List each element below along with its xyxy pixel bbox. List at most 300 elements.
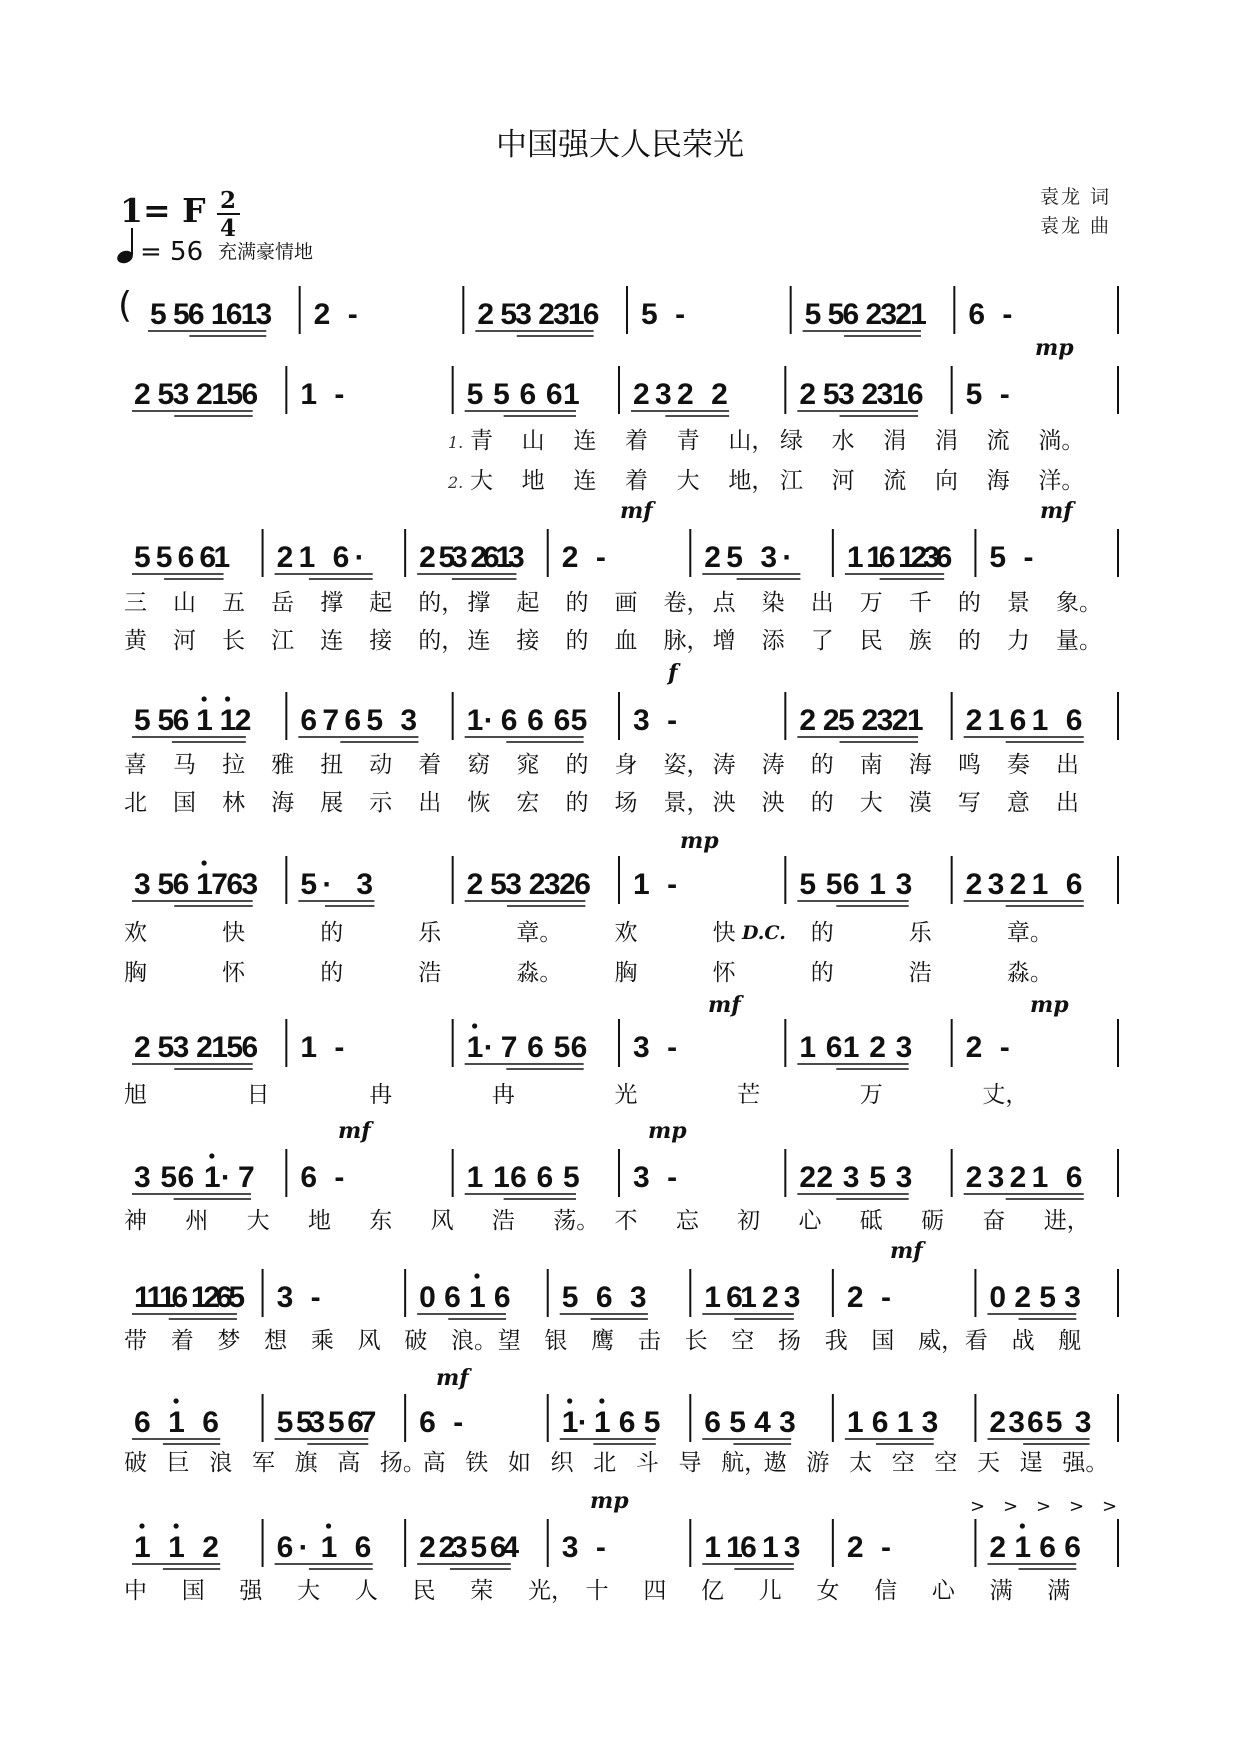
lyric-char: 漠 — [908, 790, 932, 816]
measure — [132, 1523, 220, 1569]
lyric-char: 万 — [859, 1082, 883, 1108]
note: - — [667, 1161, 678, 1194]
lyric-char: 看 — [964, 1328, 988, 1354]
measure — [847, 1531, 891, 1564]
note: 1 — [211, 1031, 228, 1064]
lyric-char: 展 — [320, 790, 344, 816]
note: 3 — [876, 704, 894, 737]
lyric-char: 亿 — [701, 1578, 725, 1604]
lyric-char: 黄 — [124, 628, 147, 654]
measure — [797, 378, 923, 416]
note: 6 — [177, 1161, 195, 1194]
note: 2 — [203, 1281, 221, 1314]
note: 2 — [276, 541, 294, 574]
lyric-char: 水 — [831, 428, 855, 454]
lyric-char: 着 — [625, 468, 648, 494]
lyric-char: 场 — [614, 790, 638, 816]
lyric-char: 芒 — [737, 1082, 761, 1108]
note: 6 — [1065, 1161, 1083, 1194]
measure — [132, 1153, 255, 1199]
lyric-char: 空 — [731, 1328, 755, 1354]
lyric-char: 着 — [170, 1328, 194, 1354]
note: 1 — [495, 541, 513, 574]
note: 2 — [869, 1031, 886, 1064]
note: 2 — [466, 868, 484, 901]
note: 3 — [1074, 1406, 1092, 1439]
note: 2 — [761, 1281, 779, 1314]
note: · — [354, 541, 365, 574]
note: 3 — [1008, 1406, 1025, 1439]
note: - — [453, 1406, 464, 1439]
note: 2 — [861, 378, 879, 411]
dynamic-mark: mf — [338, 1118, 371, 1144]
note: 2 — [799, 704, 817, 737]
lyric-char: 北 — [593, 1450, 617, 1476]
lyric-char: 人 — [354, 1578, 378, 1604]
lyric-char: 着 — [625, 428, 648, 454]
note: - — [310, 1281, 321, 1314]
lyric-char: 千 — [908, 590, 932, 616]
note: 1 — [799, 1031, 817, 1064]
note: 3 — [633, 704, 650, 737]
note: 2 — [1009, 1161, 1027, 1194]
lyric-char: 涛 — [761, 752, 785, 778]
note: 6 — [300, 1161, 318, 1194]
note: 5 — [500, 298, 518, 331]
lyric-char: 砥 — [859, 1208, 883, 1234]
measure — [475, 298, 599, 336]
lyric-char: 意 — [1006, 790, 1030, 816]
measure — [797, 868, 912, 906]
note: 3 — [172, 1031, 190, 1064]
lyric-char: 血 — [614, 628, 638, 654]
measure — [300, 378, 344, 411]
note: 5 — [157, 1031, 175, 1064]
note: 5 — [570, 704, 588, 737]
lyric-char: 连 — [573, 428, 597, 454]
note: 6 — [276, 1531, 294, 1564]
lyric-char: 大 — [246, 1208, 270, 1234]
dynamic-mark: mf — [436, 1365, 469, 1391]
note: 3 — [633, 1031, 650, 1064]
lyric-char: 卷， — [663, 590, 710, 616]
note: 6 — [444, 1281, 461, 1314]
octave-dot — [1020, 1523, 1025, 1528]
lyric-char: 冉 — [369, 1082, 393, 1108]
note: 5 — [226, 1031, 244, 1064]
measure — [132, 1398, 220, 1444]
note: 6 — [510, 1161, 527, 1194]
note: 1 — [300, 378, 318, 411]
lyric-char: 扬。 — [379, 1450, 426, 1476]
note: - — [667, 868, 678, 901]
score-system — [124, 992, 1118, 1108]
note: 6 — [171, 1281, 189, 1314]
lyric-char: 击 — [637, 1328, 661, 1354]
measure — [465, 1161, 580, 1199]
lyric-char: 织 — [550, 1450, 574, 1476]
note: 2 — [799, 1161, 817, 1194]
note: 2 — [861, 704, 879, 737]
note: 6 — [842, 298, 860, 331]
lyric-char: 如 — [507, 1450, 531, 1476]
note: 2 — [865, 298, 883, 331]
measure — [560, 1398, 661, 1444]
lyric-char: 绿 — [780, 428, 803, 454]
note: 6 — [177, 541, 195, 574]
note: · — [298, 1531, 309, 1564]
note: 2 — [711, 378, 728, 411]
note: 1 — [466, 1031, 484, 1064]
lyric-char: 岳 — [271, 590, 295, 616]
note: 6 — [968, 298, 986, 331]
note: 1 — [842, 1031, 860, 1064]
note: 6 — [595, 1281, 613, 1314]
note: 5 — [134, 704, 151, 737]
note: 2 — [910, 541, 928, 574]
note: 2 — [234, 704, 252, 737]
note: 5 — [641, 298, 658, 331]
lyric-char: 着 — [418, 752, 442, 778]
note: 2 — [891, 704, 909, 737]
note: 1 — [898, 541, 915, 574]
measure — [562, 1531, 606, 1564]
note: 5 — [490, 868, 507, 901]
accent-mark: > — [1102, 1496, 1118, 1517]
lyric-char: 逞 — [1019, 1450, 1043, 1476]
note: 5 — [825, 868, 843, 901]
measure — [987, 1406, 1091, 1444]
note: 2 — [816, 1161, 834, 1194]
note: 5 — [729, 1406, 746, 1439]
note: 7 — [359, 1406, 377, 1439]
note: 5 — [366, 704, 384, 737]
measure — [417, 1273, 510, 1319]
measure — [845, 1406, 938, 1444]
measure — [132, 1281, 245, 1319]
note: 6 — [500, 704, 518, 737]
score-system — [124, 498, 1118, 654]
lyric-char: 撑 — [467, 590, 491, 616]
note: - — [334, 1161, 345, 1194]
accent-mark: > — [1003, 1496, 1019, 1517]
note: 3 — [505, 868, 522, 901]
note: 6 — [726, 1281, 743, 1314]
tempo-bpm: = 56 — [140, 237, 204, 267]
lyric-char: 北 — [124, 790, 147, 816]
lyric-char: 四 — [643, 1578, 667, 1604]
lyric-char: 河 — [831, 468, 855, 494]
lyric-char: 连 — [320, 628, 344, 654]
lyric-char: 的， — [418, 590, 465, 616]
lyric-char: 出 — [810, 590, 834, 616]
note: 1 — [704, 1281, 721, 1314]
lyric-char: 的 — [320, 960, 344, 986]
lyric-char: 了 — [810, 628, 834, 654]
note: 3 — [308, 1406, 326, 1439]
note: 7 — [322, 704, 340, 737]
note: 2 — [965, 1031, 983, 1064]
note: 5 — [989, 541, 1007, 574]
note: 5 — [804, 298, 822, 331]
lyric-char: 忘 — [675, 1208, 699, 1234]
lyric-char: 河 — [173, 628, 197, 654]
lyric-char: 心 — [798, 1208, 822, 1234]
note: - — [675, 298, 686, 331]
measure — [148, 298, 272, 336]
lyric-char: 姿， — [663, 752, 710, 778]
lyric-char: 鸣 — [957, 752, 981, 778]
note: 3 — [876, 378, 894, 411]
note: - — [667, 704, 678, 737]
note: 6 — [419, 1406, 436, 1439]
lyric-char: 山 — [521, 428, 545, 454]
note: 1 — [891, 378, 909, 411]
note: - — [347, 298, 358, 331]
lyric-char: 景， — [663, 790, 710, 816]
note: 5 — [837, 704, 855, 737]
octave-dot — [599, 1398, 604, 1403]
lyric-char: 连 — [467, 628, 491, 654]
verse-number: 2. — [448, 473, 464, 492]
measure — [275, 1406, 377, 1444]
note: 6 — [354, 1531, 372, 1564]
lyric-char: 斗 — [635, 1450, 659, 1476]
note: 2 — [196, 1031, 213, 1064]
measure — [300, 1031, 344, 1064]
measure — [132, 860, 258, 906]
note: 6 — [536, 1161, 554, 1194]
note: 3 — [561, 1531, 579, 1564]
lyric-char: 起 — [516, 590, 540, 616]
note: 6 — [172, 704, 190, 737]
dynamic-mark: mp — [648, 1118, 687, 1144]
lyric-char: 恢 — [467, 790, 491, 816]
note: 5 — [295, 1406, 313, 1439]
note: 6 — [241, 378, 259, 411]
note: 3 — [837, 378, 855, 411]
lyric-char: 涓 — [935, 428, 958, 454]
note: 6 — [704, 1406, 721, 1439]
note: 7 — [500, 1031, 518, 1064]
note: - — [334, 1031, 345, 1064]
note: 6 — [527, 1031, 544, 1064]
note: 3 — [921, 1406, 939, 1439]
note: 1 — [211, 378, 228, 411]
lyric-char: 怀 — [712, 960, 736, 986]
lyric-char: 扭 — [320, 752, 344, 778]
measure — [275, 1523, 373, 1569]
measure — [298, 704, 418, 742]
note: 3 — [880, 298, 898, 331]
lyric-char: 浩 — [908, 960, 932, 986]
lyric-char: 示 — [369, 790, 393, 816]
note: 2 — [561, 541, 579, 574]
measure — [277, 1281, 321, 1314]
lyric-char: 青 — [470, 428, 493, 454]
measure — [702, 541, 800, 579]
measure — [797, 1031, 912, 1069]
measure — [845, 541, 952, 579]
lyric-char: 快 — [222, 920, 246, 946]
measure — [633, 868, 677, 901]
lyric-char: 游 — [806, 1450, 830, 1476]
note: 1 — [846, 1406, 864, 1439]
note: 1 — [740, 1281, 757, 1314]
note: 3 — [779, 1406, 796, 1439]
lyric-char: 章。 — [516, 920, 563, 946]
note: 5 — [553, 1031, 571, 1064]
note: - — [667, 1031, 678, 1064]
lyric-char: 不 — [614, 1208, 638, 1234]
time-signature-denominator: 4 — [220, 215, 237, 242]
lyric-char: 神 — [124, 1208, 147, 1234]
note: 1 — [910, 298, 927, 331]
lyric-char: 景 — [1006, 590, 1030, 616]
measure — [702, 1281, 800, 1319]
note: 6 — [215, 1281, 233, 1314]
lyric-char: 流 — [986, 428, 1010, 454]
note: 6 — [618, 1406, 636, 1439]
lyric-char: 荡。 — [553, 1208, 600, 1234]
dynamic-mark: mf — [890, 1238, 923, 1264]
note: 6 — [740, 1531, 757, 1564]
note: 6 — [842, 868, 860, 901]
verse-number: 1. — [448, 433, 464, 452]
lyric-char: 丈， — [982, 1082, 1029, 1108]
octave-dot — [567, 1398, 572, 1403]
lyric-char: 鹰 — [591, 1328, 615, 1354]
note: · — [220, 1161, 231, 1194]
note: 5 — [470, 1531, 488, 1564]
lyric-char: 强。 — [1062, 1450, 1109, 1476]
lyric-char: 江 — [780, 468, 803, 494]
note: 1 — [320, 1531, 338, 1564]
note: - — [1023, 541, 1034, 574]
note: · — [782, 541, 793, 574]
note: 1 — [866, 541, 883, 574]
measure — [132, 378, 258, 416]
lyric-char: 初 — [737, 1208, 761, 1234]
lyric-char: 的 — [810, 790, 834, 816]
measure — [702, 1531, 800, 1569]
note: 6 — [493, 1281, 511, 1314]
measure — [968, 298, 1012, 331]
lyric-char: 威， — [918, 1328, 965, 1354]
note: 2 — [528, 868, 546, 901]
lyric-char: 想 — [264, 1328, 288, 1354]
note: 5 — [493, 378, 510, 411]
score-system — [124, 1238, 1118, 1354]
note: 3 — [543, 868, 561, 901]
note: 6 — [187, 298, 205, 331]
note: 1 — [213, 541, 231, 574]
lyric-char: 出 — [418, 790, 442, 816]
measure — [797, 704, 923, 742]
note: 1 — [493, 1161, 510, 1194]
note: 2 — [704, 541, 721, 574]
note: 5 — [327, 1406, 345, 1439]
note: 6 — [582, 298, 600, 331]
lyric-char: 空 — [934, 1450, 958, 1476]
note: 1 — [219, 704, 237, 737]
note: 1 — [298, 541, 316, 574]
lyric-char: 舰 — [1058, 1328, 1082, 1354]
lyric-char: 海 — [986, 468, 1010, 494]
lyric-char: 向 — [935, 468, 958, 494]
lyric-char: 象。 — [1055, 590, 1102, 616]
note: 1 — [196, 704, 213, 737]
lyric-char: 光 — [614, 1082, 638, 1108]
lyric-char: 信 — [874, 1578, 898, 1604]
lyric-char: 航， — [721, 1450, 768, 1476]
octave-dot — [472, 1023, 477, 1028]
note: 3 — [783, 1281, 801, 1314]
measure — [465, 1023, 588, 1069]
lyric-char: 欢 — [124, 920, 147, 946]
note: 3 — [553, 298, 570, 331]
lyric-char: 风 — [357, 1328, 381, 1354]
measure — [562, 541, 606, 574]
lyric-char: 的 — [565, 752, 589, 778]
measure — [132, 541, 230, 579]
lyric-char: 的 — [810, 752, 834, 778]
lyric-char: 战 — [1011, 1328, 1035, 1354]
note: 3 — [276, 1281, 294, 1314]
measure — [417, 1531, 519, 1569]
note: 5 — [799, 868, 817, 901]
lyric-char: 破 — [124, 1450, 147, 1476]
lyric-char: 窈 — [467, 752, 491, 778]
note: 2 — [1009, 868, 1027, 901]
lyric-char: 高 — [337, 1450, 361, 1476]
lyric-char: 奋 — [982, 1208, 1006, 1234]
dynamic-mark: f — [668, 660, 678, 686]
note: 2 — [895, 298, 912, 331]
lyric-char: 民 — [412, 1578, 436, 1604]
dc-mark: D.C. — [742, 922, 786, 944]
note: 6 — [871, 1406, 889, 1439]
note: 1 — [896, 1406, 914, 1439]
lyric-char: 接 — [516, 628, 540, 654]
lyric-char: 力 — [1006, 628, 1030, 654]
note: 6 — [225, 298, 243, 331]
lyric-char: 浩 — [491, 1208, 515, 1234]
lyric-char: 动 — [369, 752, 393, 778]
lyric-char: 破 — [404, 1328, 428, 1354]
note: 6 — [878, 541, 896, 574]
note: 6 — [527, 704, 544, 737]
note: 5 — [1045, 1406, 1063, 1439]
note: 5 — [160, 1161, 178, 1194]
key-signature: 1= F — [120, 191, 206, 230]
measure — [465, 704, 588, 742]
note: 2 — [633, 378, 650, 411]
accent-mark: > — [970, 1496, 986, 1517]
note: 1 — [633, 868, 650, 901]
note: 5 — [276, 1406, 294, 1439]
note: 1 — [134, 1281, 151, 1314]
lyric-char: 我 — [824, 1328, 848, 1354]
measure — [966, 378, 1010, 411]
note: 6 — [332, 541, 350, 574]
credit-composer: 袁龙 曲 — [1040, 215, 1112, 237]
note: 6 — [935, 541, 953, 574]
lyric-char: 的， — [418, 628, 465, 654]
lyric-char: 的 — [957, 628, 981, 654]
note: 5 — [827, 298, 845, 331]
lyric-char: 浪。 — [451, 1328, 497, 1354]
